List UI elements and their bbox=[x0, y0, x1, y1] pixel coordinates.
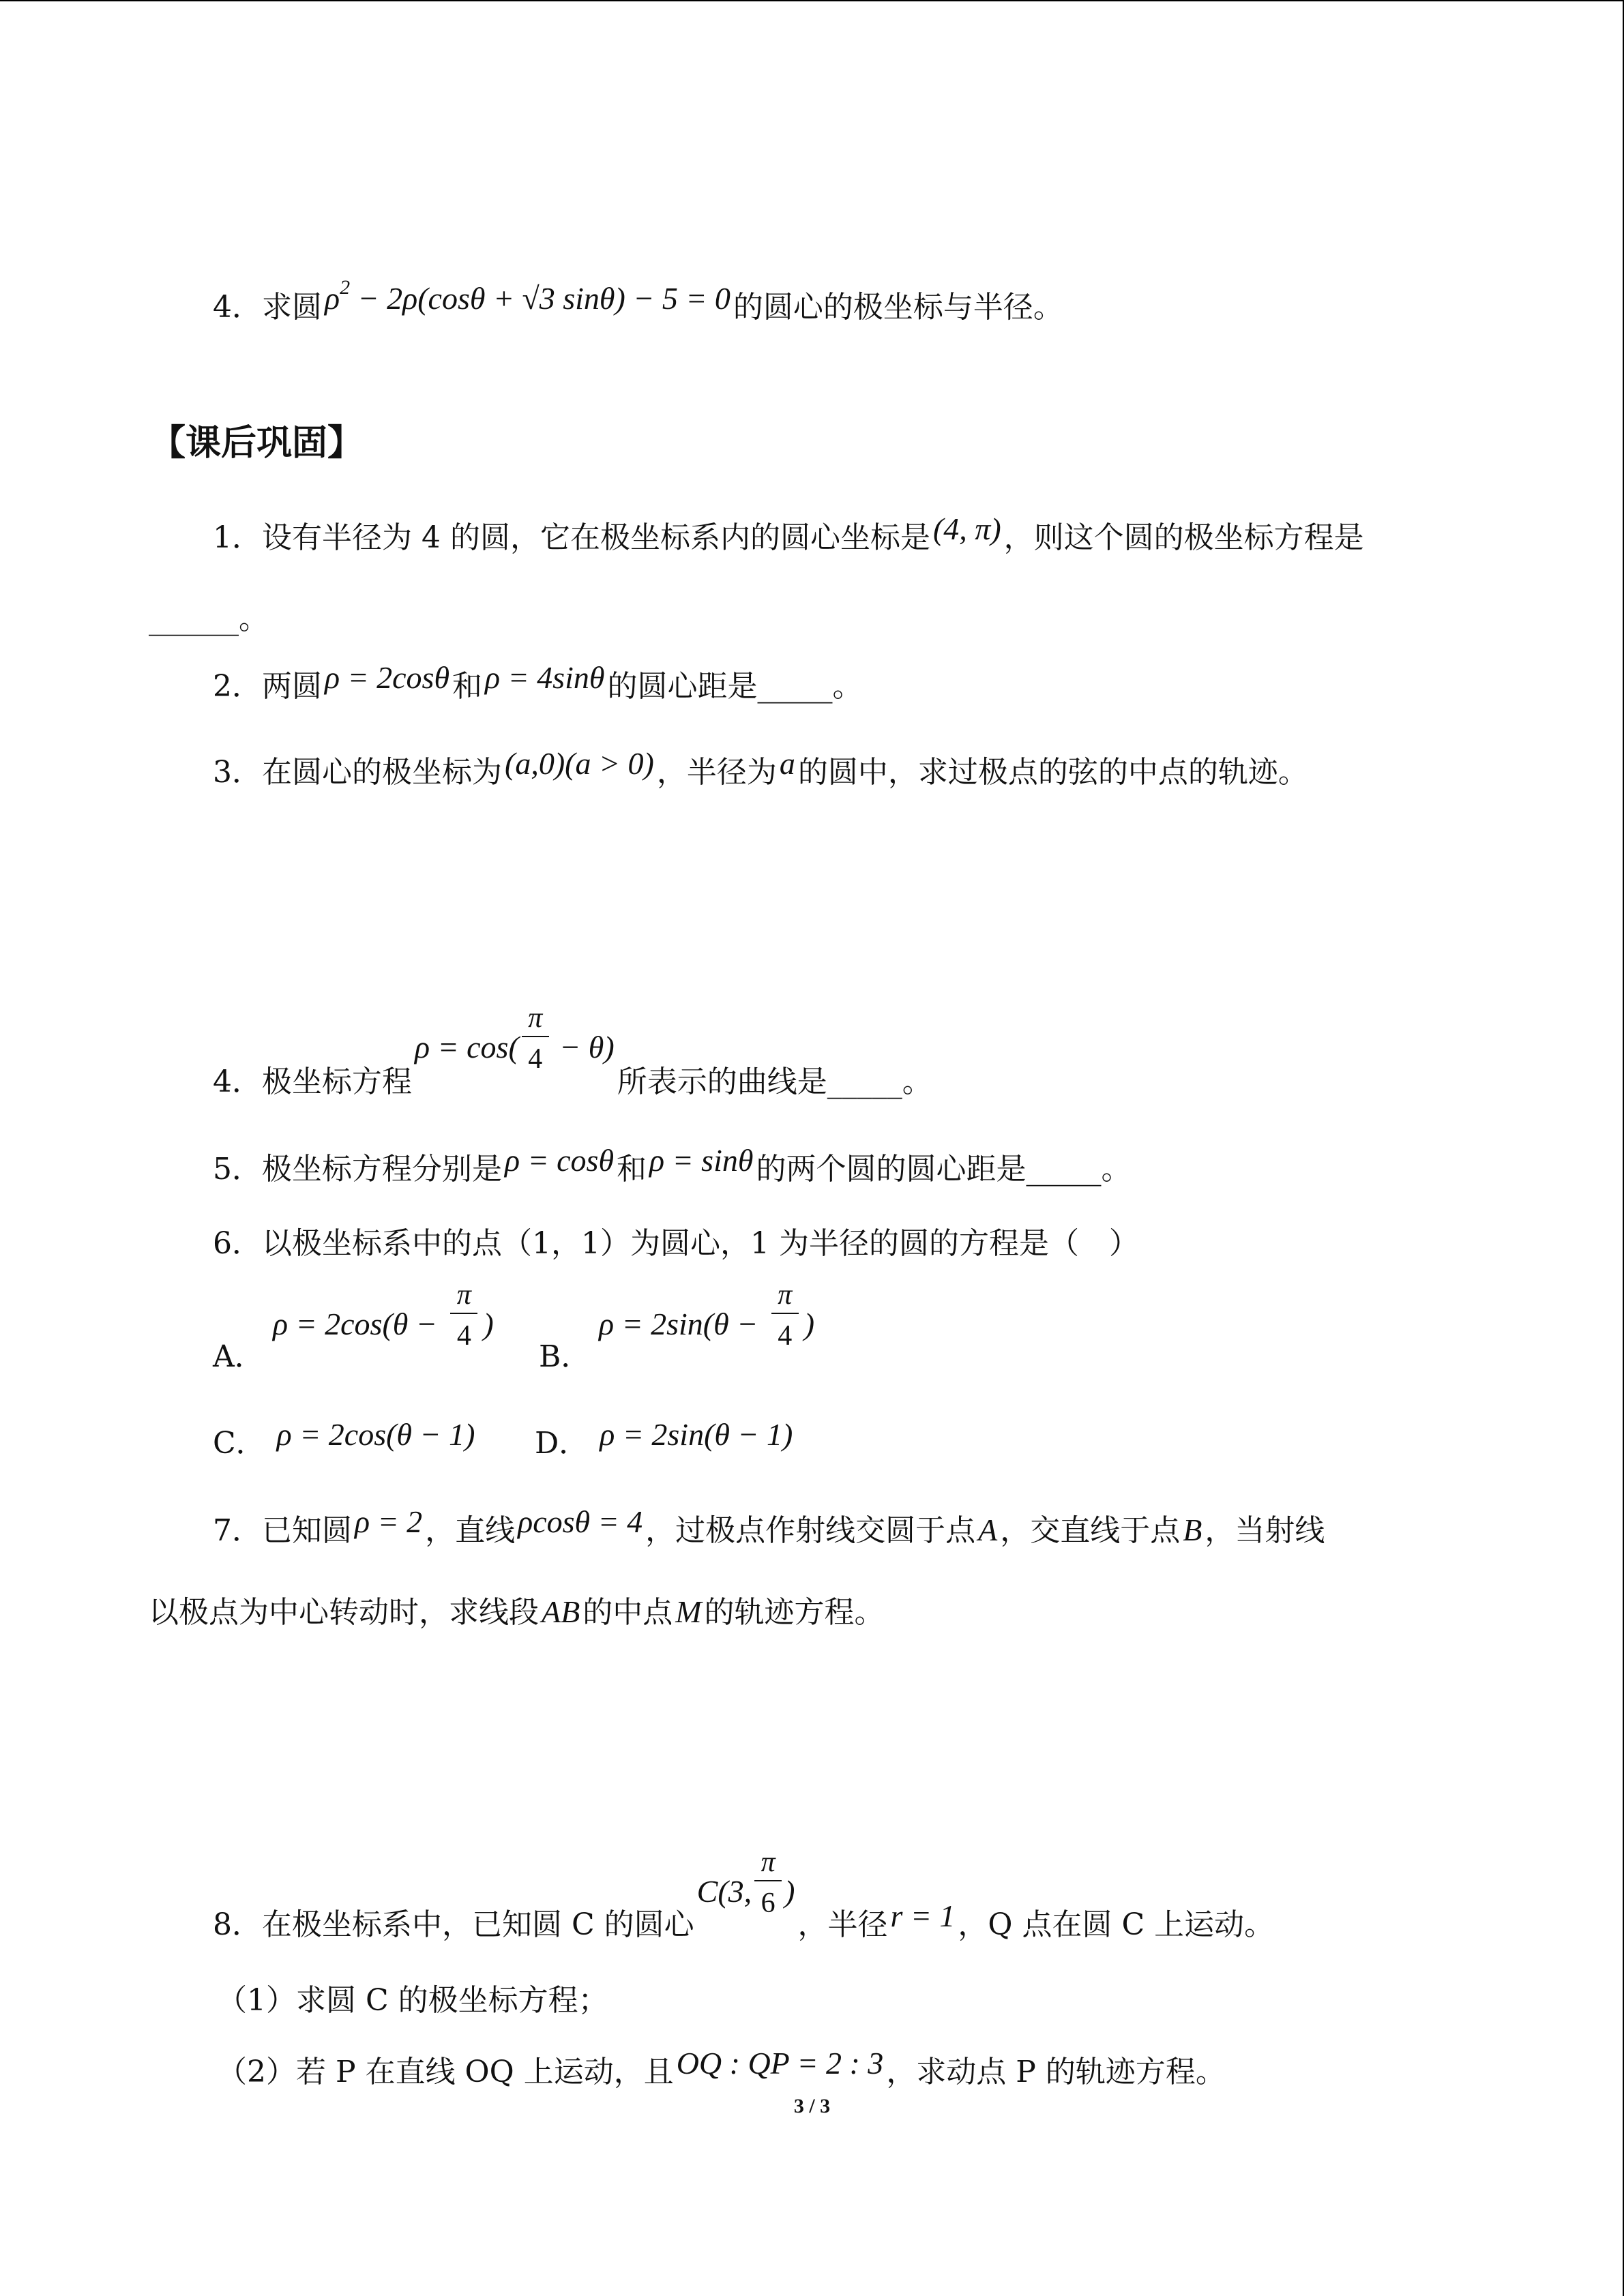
homework-2: 2．两圆ρ = 2cosθ和ρ = 4sinθ的圆心距是_____。 bbox=[213, 660, 863, 704]
problem-text: 的圆心的极坐标与半径。 bbox=[733, 290, 1063, 325]
homework-7: 7．已知圆ρ = 2，直线ρcosθ = 4，过极点作射线交圆于点A，交直线于点B，当射线 bbox=[213, 1504, 1325, 1548]
option-b: B． bbox=[539, 1339, 591, 1374]
homework-6: 以极坐标系中的点（1，1）为圆心，1 为半径的圆的方程是（ ） bbox=[262, 1226, 1139, 1261]
math-expression: ρ = 2cosθ bbox=[325, 660, 450, 695]
math-expression: r = 1 bbox=[890, 1898, 956, 1933]
page-number: 3 / 3 bbox=[793, 2095, 831, 2117]
math-expression: M bbox=[675, 1594, 702, 1629]
math-expression: AB bbox=[542, 1594, 580, 1629]
math-expression: (a,0)(a > 0) bbox=[505, 746, 654, 781]
math-expression: a bbox=[779, 746, 795, 781]
math-expression: OQ : QP = 2 : 3 bbox=[676, 2046, 884, 2081]
homework-6-number: 6． bbox=[213, 1226, 262, 1261]
math-expression: $\rho^2 - 2\rho(\cos\theta + √3$ sinθ) − 5 = 0 bbox=[325, 276, 730, 316]
homework-1: 1．设有半径为 4 的圆，它在极坐标系内的圆心坐标是(4, π)，则这个圆的极坐标方程是 bbox=[213, 511, 1364, 555]
option-a-expression: ρ = 2cos(θ − $\frac{\pi}{4}$ ) bbox=[273, 1279, 494, 1352]
homework-5: 5．极坐标方程分别是ρ = cosθ和ρ = sinθ的两个圆的圆心距是_____。 bbox=[213, 1143, 1132, 1187]
homework-8: 8．在极坐标系中，已知圆 C 的圆心C(3, $\frac{\pi}{6}$ )，半径r = 1，Q 点在圆 C 上运动。 bbox=[213, 1847, 1275, 1942]
option-a: A． bbox=[213, 1339, 265, 1374]
option-c: C． ρ = 2cos(θ − 1) bbox=[213, 1417, 475, 1461]
homework-7-cont: 以极点为中心转动时，求线段AB的中点M的轨迹方程。 bbox=[149, 1594, 885, 1630]
math-expression: C(3, $\frac{\pi}{6}$ ) bbox=[696, 1847, 795, 1919]
fraction: $\frac{\pi}{4}$ bbox=[769, 1328, 801, 1335]
math-expression: (4, π) bbox=[932, 511, 1001, 546]
problem-text: 求圆 bbox=[262, 290, 322, 325]
fraction: $\frac{\pi}{4}$ bbox=[519, 1051, 552, 1058]
math-expression: ρ = sinθ bbox=[649, 1143, 754, 1178]
homework-8-part-2: （2）若 P 在直线 OQ 上运动，且OQ : QP = 2 : 3，求动点 P 的轨迹方程。 bbox=[217, 2046, 1226, 2089]
homework-3: 3．在圆心的极坐标为(a,0)(a > 0)，半径为a的圆中，求过极点的弦的中点的轨迹。 bbox=[213, 746, 1308, 790]
homework-8-part-1: （1）求圆 C 的极坐标方程； bbox=[217, 1983, 608, 2018]
fraction: $\frac{\pi}{6}$ bbox=[752, 1895, 784, 1902]
math-expression: B bbox=[1183, 1512, 1202, 1547]
math-expression: A bbox=[978, 1512, 998, 1547]
math-expression: ρ = 4sinθ bbox=[485, 660, 605, 695]
math-expression: ρ = cos( $\frac{\pi}{4}$ − θ) bbox=[415, 1002, 615, 1075]
math-expression: ρcosθ = 4 bbox=[518, 1504, 643, 1539]
problem-number: 4． bbox=[213, 290, 262, 325]
option-d: D． ρ = 2sin(θ − 1) bbox=[535, 1417, 793, 1461]
fraction: $\frac{\pi}{4}$ bbox=[447, 1328, 480, 1335]
math-expression: ρ = 2 bbox=[355, 1504, 423, 1539]
option-b-expression: ρ = 2sin(θ − $\frac{\pi}{4}$ ) bbox=[599, 1279, 815, 1352]
homework-4: 4．极坐标方程ρ = cos( $\frac{\pi}{4}$ − θ)所表示的曲线是_____。 bbox=[213, 1002, 932, 1099]
problem-4-prev bbox=[213, 276, 1063, 331]
homework-1-cont: ______。 bbox=[149, 601, 269, 636]
math-expression: ρ = cosθ bbox=[505, 1143, 615, 1178]
section-title: 【课后巩固】 bbox=[150, 422, 364, 464]
